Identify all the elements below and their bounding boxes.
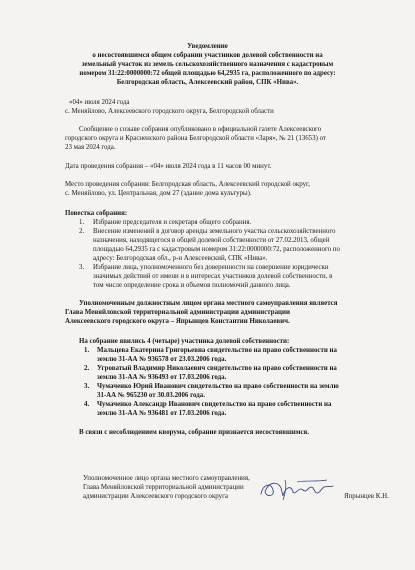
document-place: с. Меняйлово, Алексеевского городского округа, Белгородской области: [65, 108, 274, 115]
participant-line: Мальцева Екатерина Григорьевна свидетельство на право собственности на: [97, 347, 337, 354]
participant-line: землю 31-АА № 936481 от 17.03.2006 года.: [97, 410, 227, 417]
signature-block-line: Глава Меняйловской территориальной администрации: [83, 484, 244, 491]
heading-line: земельный участок из земель сельскохозяйственного назначения с кадастровым: [81, 61, 334, 68]
authorized-line: Уполномоченным должностным лицом органа местного самоуправления является: [79, 300, 338, 307]
participant-number: 4.: [84, 401, 90, 408]
agenda-number: 3.: [79, 264, 85, 271]
participant-line: землю 31-АА № 936578 от 23.03.2006 года.: [97, 356, 227, 363]
agenda-number: 2.: [79, 228, 85, 235]
heading-line: о несостоявшимся общем собрании участников долевой собственности на: [92, 52, 323, 59]
agenda-heading: Повестка собрания:: [65, 210, 128, 217]
handwritten-signature: [255, 474, 345, 502]
agenda-item-line: том числе определение срока и объемов полномочий данного лица.: [93, 282, 291, 289]
notice-line: Сообщение о созыве собрания опубликовано в официальной газете Алексеевского: [79, 126, 322, 133]
participant-line: Чумаченко Александр Иванович свидетельство на право собственности на: [97, 401, 332, 408]
heading-line: номером 31:22:0000000:72 общей площадью 64,2935 га, расположенного по адресу:: [79, 70, 336, 77]
participant-number: 3.: [84, 383, 90, 390]
signer-name: Япрынцев К.Н.: [344, 493, 389, 500]
agenda-item-line: площадью 64,2935 га с кадастровым номером 31:22:0000000:72, расположенного по: [93, 246, 340, 253]
meeting-place-line: с. Меняйлово, ул. Центральная, дом 27 (здание дома культуры).: [65, 190, 252, 197]
agenda-item-line: адресу: Белгородская обл., р-н Алексеевский, СПК «Нива».: [93, 255, 268, 262]
participant-line: землю 31-АА № 936493 от 17.03.2006 года.: [97, 374, 227, 381]
notice-line: городского округа и Красненского района Белгородской области «Заря», № 21 (13653) от: [65, 135, 326, 142]
participant-number: 1.: [84, 347, 90, 354]
participant-line: Угроватый Владимир Николаевич свидетельство на право собственности на: [97, 365, 337, 372]
signature-block-line: Уполномоченное лицо органа местного самоуправления,: [83, 475, 250, 482]
agenda-item-line: значимых действий от имени и в интересах участников долевой собственности, в: [93, 273, 333, 280]
authorized-line: Глава Меняйловской территориальной администрации администрации: [65, 309, 290, 316]
agenda-item-line: Избрание председателя и секретаря общего собрания.: [93, 219, 252, 226]
participant-number: 2.: [84, 365, 90, 372]
agenda-number: 1.: [79, 219, 85, 226]
agenda-item-line: назначения, находящегося в общей долевой собственности от 27.02.2013, общей: [93, 237, 330, 244]
heading-line: Белгородская область, Алексеевский район, СПК «Нива».: [116, 79, 299, 86]
participants-heading: На собрание явились 4 (четыре) участника долевой собственности:: [79, 338, 290, 345]
meeting-place-line: Место проведения собрания: Белгородская область, Алексеевский городской округ,: [65, 181, 310, 188]
conclusion: В связи с несоблюдением кворума, собрание признается несостоявшимся.: [79, 429, 309, 436]
participant-line: 31-АА № 965230 от 30.03.2006 года.: [97, 392, 205, 399]
notice-line: 23 мая 2024 года.: [65, 144, 116, 151]
document-title: Уведомление: [187, 43, 228, 50]
authorized-line: Алексеевского городского округа – Япрынцев Константин Николаевич.: [65, 318, 290, 325]
agenda-item-line: Избрание лица, уполномоченного без доверенности на совершение юридически: [93, 264, 329, 271]
signature-block-line: администрации Алексеевского городского округа: [83, 493, 228, 500]
meeting-date: Дата проведения собрания – «04» июля 2024 года в 11 часов 00 минут.: [65, 163, 272, 170]
participant-line: Чумаченко Юрий Иванович свидетельство на право собственности на землю: [97, 383, 339, 390]
agenda-item-line: Внесение изменений в договор аренды земельного участка сельскохозяйственного: [93, 228, 336, 235]
document-date: «04» июля 2024 года: [69, 99, 130, 106]
